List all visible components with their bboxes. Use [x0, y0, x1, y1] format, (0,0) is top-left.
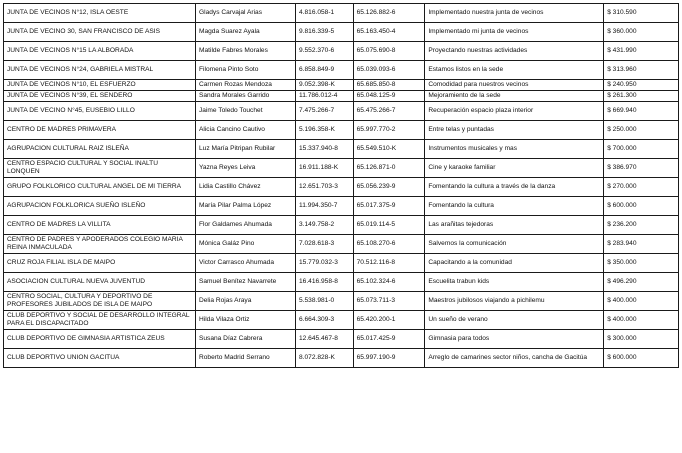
representative-rut-cell: 16.911.188-K: [296, 159, 354, 178]
organization-rut-cell: 65.126.871-0: [353, 159, 425, 178]
project-cell: Recuperación espacio plaza interior: [425, 102, 604, 121]
table-row: [4, 80, 679, 91]
table-row: [4, 235, 679, 254]
representative-rut-cell: 11.994.350-7: [296, 197, 354, 216]
representative-cell: Roberto Madrid Serrano: [195, 349, 295, 368]
amount-cell: $ 261.300: [604, 91, 679, 102]
project-cell: Mejoramiento de la sede: [425, 91, 604, 102]
organization-cell: JUNTA DE VECINO 30, SAN FRANCISCO DE ASIS: [4, 23, 196, 42]
organization-cell: CENTRO DE PADRES Y APODERADOS COLEGIO MARIA REINA INMACULADA: [4, 235, 196, 254]
project-cell: Implementado mi junta de vecinos: [425, 23, 604, 42]
representative-rut-cell: 12.651.703-3: [296, 178, 354, 197]
representative-cell: Samuel Benítez Navarrete: [195, 273, 295, 292]
representative-rut-cell: 8.072.828-K: [296, 349, 354, 368]
project-cell: Capacitando a la comunidad: [425, 254, 604, 273]
representative-rut-cell: 15.779.032-3: [296, 254, 354, 273]
representative-cell: Hilda Vilaza Ortiz: [195, 311, 295, 330]
grants-table: [3, 3, 679, 368]
amount-cell: $ 496.290: [604, 273, 679, 292]
representative-cell: Carmen Rozas Mendoza: [195, 80, 295, 91]
organization-rut-cell: 65.997.770-2: [353, 121, 425, 140]
amount-cell: $ 240.950: [604, 80, 679, 91]
project-cell: Comodidad para nuestros vecinos: [425, 80, 604, 91]
table-row: [4, 197, 679, 216]
representative-cell: Alicia Cancino Cautivo: [195, 121, 295, 140]
representative-cell: Mónica Galáz Pino: [195, 235, 295, 254]
organization-rut-cell: 65.017.425-9: [353, 330, 425, 349]
organization-rut-cell: 65.048.125-9: [353, 91, 425, 102]
project-cell: Fomentando la cultura a través de la danza: [425, 178, 604, 197]
amount-cell: $ 600.000: [604, 197, 679, 216]
organization-cell: JUNTA DE VECINOS N°12, ISLA OESTE: [4, 4, 196, 23]
amount-cell: $ 700.000: [604, 140, 679, 159]
project-cell: Estamos listos en la sede: [425, 61, 604, 80]
table-row: [4, 91, 679, 102]
representative-cell: Lidia Castillo Chávez: [195, 178, 295, 197]
representative-rut-cell: 16.416.958-8: [296, 273, 354, 292]
table-row: [4, 349, 679, 368]
representative-cell: Filomena Pinto Soto: [195, 61, 295, 80]
representative-rut-cell: 11.786.012-4: [296, 91, 354, 102]
project-cell: Un sueño de verano: [425, 311, 604, 330]
amount-cell: $ 386.970: [604, 159, 679, 178]
organization-rut-cell: 65.685.850-8: [353, 80, 425, 91]
representative-cell: Jaime Toledo Touchet: [195, 102, 295, 121]
table-row: [4, 42, 679, 61]
representative-cell: María Pilar Palma López: [195, 197, 295, 216]
representative-rut-cell: 6.858.849-9: [296, 61, 354, 80]
organization-rut-cell: 65.073.711-3: [353, 292, 425, 311]
representative-rut-cell: 12.645.467-8: [296, 330, 354, 349]
representative-rut-cell: 9.816.339-5: [296, 23, 354, 42]
table-row: [4, 311, 679, 330]
organization-rut-cell: 65.017.375-9: [353, 197, 425, 216]
organization-cell: CLUB DEPORTIVO UNION GACITUA: [4, 349, 196, 368]
representative-cell: Delia Rojas Araya: [195, 292, 295, 311]
project-cell: Fomentando la cultura: [425, 197, 604, 216]
project-cell: Gimnasia para todos: [425, 330, 604, 349]
table-row: [4, 121, 679, 140]
organization-rut-cell: 65.997.190-9: [353, 349, 425, 368]
amount-cell: $ 400.000: [604, 311, 679, 330]
representative-cell: Yazna Reyes Leiva: [195, 159, 295, 178]
table-row: [4, 23, 679, 42]
organization-cell: GRUPO FOLKLORICO CULTURAL ANGEL DE MI TIERRA: [4, 178, 196, 197]
representative-cell: Matilde Fabres Morales: [195, 42, 295, 61]
representative-cell: Luz María Pitripan Rubilar: [195, 140, 295, 159]
representative-rut-cell: 5.196.358-K: [296, 121, 354, 140]
project-cell: Salvemos la comunicación: [425, 235, 604, 254]
representative-rut-cell: 4.816.058-1: [296, 4, 354, 23]
project-cell: Maestros jubilosos viajando a pichilemu: [425, 292, 604, 311]
table-row: [4, 216, 679, 235]
amount-cell: $ 669.940: [604, 102, 679, 121]
organization-rut-cell: 65.108.270-6: [353, 235, 425, 254]
amount-cell: $ 300.000: [604, 330, 679, 349]
table-row: [4, 102, 679, 121]
amount-cell: $ 236.200: [604, 216, 679, 235]
amount-cell: $ 360.000: [604, 23, 679, 42]
organization-cell: JUNTA DE VECINO N°45, EUSEBIO LILLO: [4, 102, 196, 121]
representative-rut-cell: 9.052.398-K: [296, 80, 354, 91]
organization-rut-cell: 65.126.882-6: [353, 4, 425, 23]
organization-cell: JUNTA DE VECINOS N°24, GABRIELA MISTRAL: [4, 61, 196, 80]
project-cell: Entre telas y puntadas: [425, 121, 604, 140]
organization-rut-cell: 65.475.266-7: [353, 102, 425, 121]
organization-rut-cell: 65.102.324-6: [353, 273, 425, 292]
organization-cell: CENTRO DE MADRES LA VILLITA: [4, 216, 196, 235]
project-cell: Cine y karaoke familiar: [425, 159, 604, 178]
organization-rut-cell: 65.163.450-4: [353, 23, 425, 42]
table-row: [4, 159, 679, 178]
table-row: [4, 273, 679, 292]
representative-rut-cell: 3.149.758-2: [296, 216, 354, 235]
representative-cell: Sandra Morales Garrido: [195, 91, 295, 102]
amount-cell: $ 270.000: [604, 178, 679, 197]
amount-cell: $ 600.000: [604, 349, 679, 368]
project-cell: Las arañitas tejedoras: [425, 216, 604, 235]
project-cell: Proyectando nuestras actividades: [425, 42, 604, 61]
organization-rut-cell: 65.549.510-K: [353, 140, 425, 159]
organization-cell: CENTRO DE MADRES PRIMAVERA: [4, 121, 196, 140]
table-row: [4, 140, 679, 159]
representative-rut-cell: 7.475.266-7: [296, 102, 354, 121]
project-cell: Arreglo de camarines sector niños, cancha de Gacitúa: [425, 349, 604, 368]
organization-cell: AGRUPACION CULTURAL RAIZ ISLEÑA: [4, 140, 196, 159]
organization-cell: CENTRO SOCIAL, CULTURA Y DEPORTIVO DE PROFESORES JUBILADOS DE ISLA DE MAIPO: [4, 292, 196, 311]
organization-cell: CLUB DEPORTIVO DE GIMNASIA ARTISTICA ZEUS: [4, 330, 196, 349]
organization-cell: CRUZ ROJA FILIAL ISLA DE MAIPO: [4, 254, 196, 273]
table-row: [4, 254, 679, 273]
organization-rut-cell: 65.039.093-6: [353, 61, 425, 80]
project-cell: Escuelita trabun kids: [425, 273, 604, 292]
amount-cell: $ 283.940: [604, 235, 679, 254]
amount-cell: $ 310.590: [604, 4, 679, 23]
organization-cell: JUNTA DE VECINOS N°15 LA ALBORADA: [4, 42, 196, 61]
organization-rut-cell: 65.075.690-8: [353, 42, 425, 61]
organization-rut-cell: 65.056.239-9: [353, 178, 425, 197]
organization-cell: CLUB DEPORTIVO Y SOCIAL DE DESARROLLO INTEGRAL PARA EL DISCAPACITADO: [4, 311, 196, 330]
grants-table-body: [4, 4, 679, 368]
amount-cell: $ 400.000: [604, 292, 679, 311]
organization-cell: ASOCIACION CULTURAL NUEVA JUVENTUD: [4, 273, 196, 292]
organization-cell: JUNTA DE VECINOS N°39, EL SENDERO: [4, 91, 196, 102]
organization-cell: AGRUPACION FOLKLORICA SUEÑO ISLEÑO: [4, 197, 196, 216]
amount-cell: $ 350.000: [604, 254, 679, 273]
organization-cell: JUNTA DE VECINOS N°10, EL ESFUERZO: [4, 80, 196, 91]
representative-cell: Flor Galdames Ahumada: [195, 216, 295, 235]
organization-cell: CENTRO ESPACIO CULTURAL Y SOCIAL INALTU LONQUEN: [4, 159, 196, 178]
representative-rut-cell: 7.028.618-3: [296, 235, 354, 254]
representative-cell: Victor Carrasco Ahumada: [195, 254, 295, 273]
table-row: [4, 4, 679, 23]
representative-rut-cell: 9.552.370-6: [296, 42, 354, 61]
representative-rut-cell: 6.664.309-3: [296, 311, 354, 330]
table-row: [4, 292, 679, 311]
representative-cell: Gladys Carvajal Arias: [195, 4, 295, 23]
representative-cell: Magda Suarez Ayala: [195, 23, 295, 42]
amount-cell: $ 313.960: [604, 61, 679, 80]
table-row: [4, 178, 679, 197]
project-cell: Instrumentos musicales y mas: [425, 140, 604, 159]
representative-rut-cell: 15.337.940-8: [296, 140, 354, 159]
amount-cell: $ 250.000: [604, 121, 679, 140]
project-cell: Implementado nuestra junta de vecinos: [425, 4, 604, 23]
representative-rut-cell: 5.538.981-0: [296, 292, 354, 311]
organization-rut-cell: 65.019.114-5: [353, 216, 425, 235]
representative-cell: Susana Díaz Cabrera: [195, 330, 295, 349]
organization-rut-cell: 70.512.116-8: [353, 254, 425, 273]
table-row: [4, 61, 679, 80]
organization-rut-cell: 65.420.200-1: [353, 311, 425, 330]
table-row: [4, 330, 679, 349]
amount-cell: $ 431.990: [604, 42, 679, 61]
